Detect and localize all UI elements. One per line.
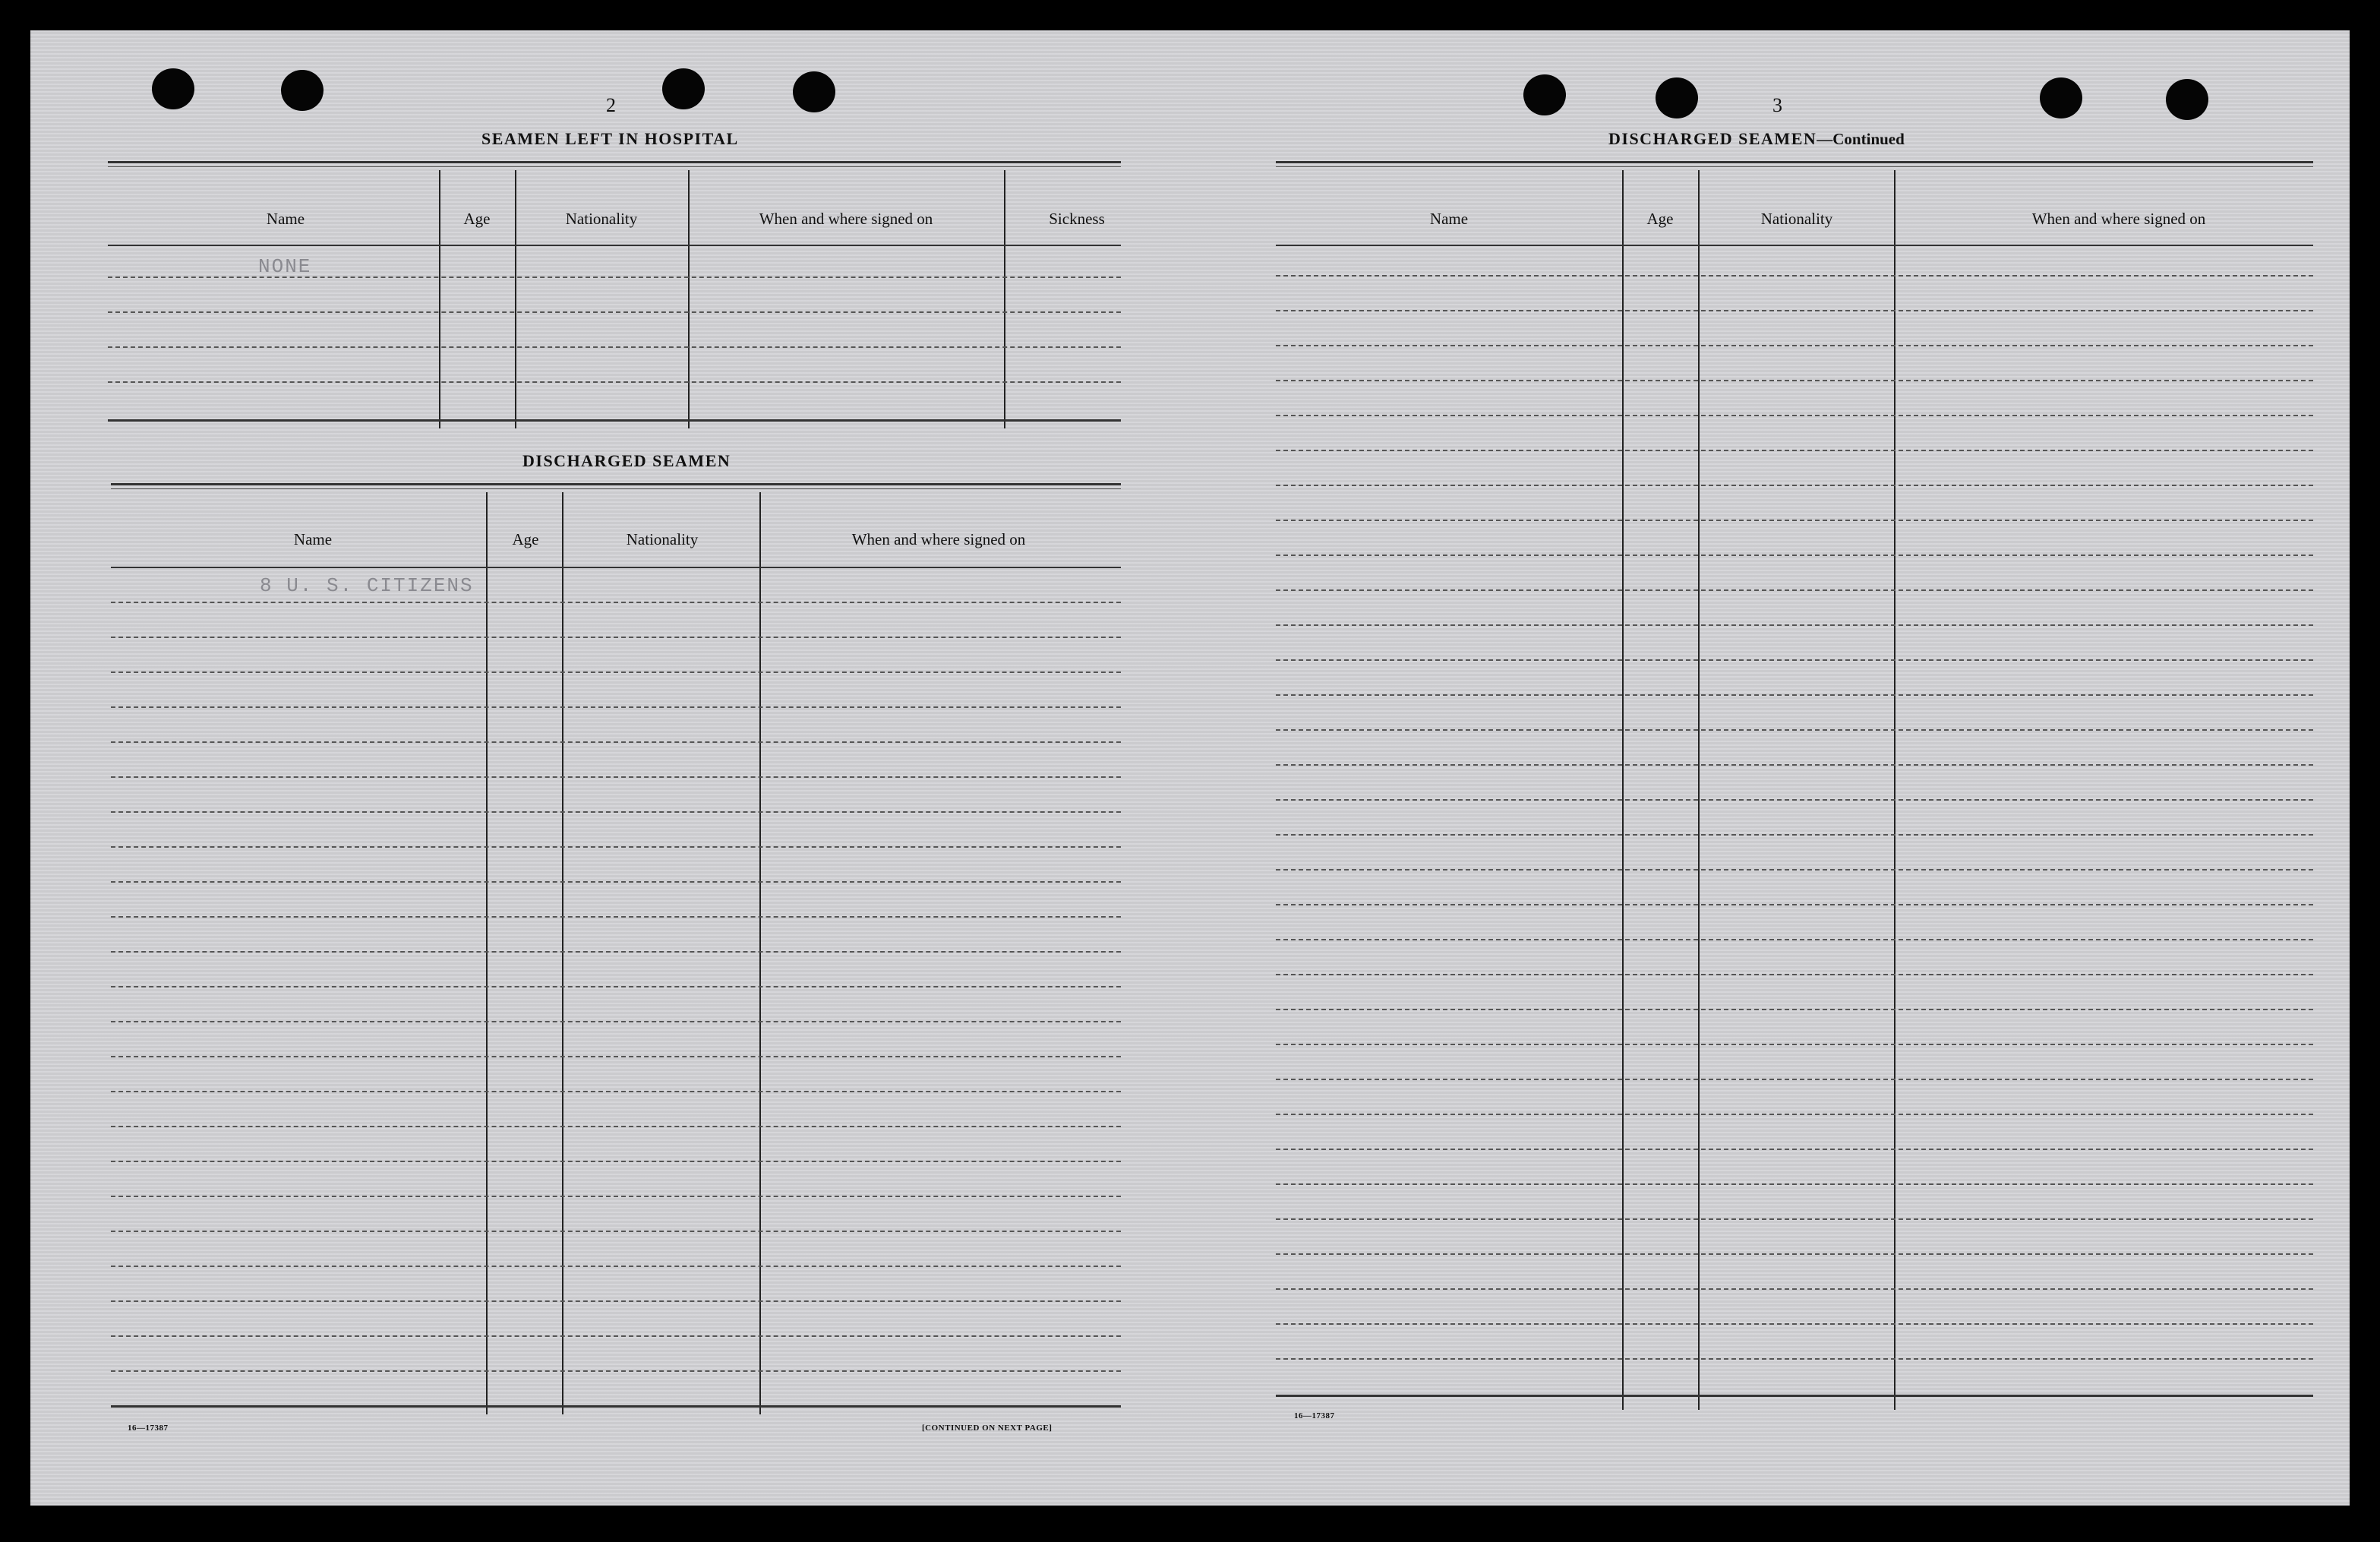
discharged-continued-title-main: DISCHARGED SEAMEN bbox=[1608, 129, 1817, 148]
discharged-col-nationality: Nationality bbox=[626, 530, 699, 548]
right-col-signed-on: When and where signed on bbox=[2031, 210, 2206, 228]
discharged-typed-entry: 8 U. S. CITIZENS bbox=[260, 574, 474, 597]
discharged-table-right bbox=[1276, 161, 2313, 1410]
discharged-section-title: DISCHARGED SEAMEN bbox=[522, 451, 731, 470]
hospital-col-age: Age bbox=[463, 210, 491, 228]
hospital-col-sickness: Sickness bbox=[1049, 210, 1105, 228]
form-number-left: 16—17387 bbox=[128, 1424, 169, 1433]
continued-note: [CONTINUED ON NEXT PAGE] bbox=[922, 1424, 1053, 1433]
discharged-col-signed-on: When and where signed on bbox=[851, 530, 1026, 548]
discharged-col-age: Age bbox=[512, 530, 539, 548]
continued-suffix: —Continued bbox=[1817, 130, 1905, 148]
hospital-col-nationality: Nationality bbox=[565, 210, 638, 228]
hospital-col-signed-on: When and where signed on bbox=[759, 210, 933, 228]
form-number-right: 16—17387 bbox=[1294, 1411, 1335, 1420]
punch-hole bbox=[1523, 74, 1566, 115]
document-sheet bbox=[30, 30, 2350, 1506]
right-col-nationality: Nationality bbox=[1760, 210, 1833, 228]
hospital-section-title: SEAMEN LEFT IN HOSPITAL bbox=[481, 129, 739, 148]
right-col-age: Age bbox=[1646, 210, 1674, 228]
page-number-right: 3 bbox=[1772, 94, 1782, 116]
hospital-col-name: Name bbox=[266, 210, 305, 228]
hospital-table bbox=[108, 161, 1121, 428]
discharged-col-name: Name bbox=[293, 530, 333, 548]
punch-hole bbox=[1656, 77, 1698, 118]
punch-hole bbox=[2040, 77, 2082, 118]
hospital-typed-entry: NONE bbox=[258, 255, 312, 278]
right-col-name: Name bbox=[1429, 210, 1469, 228]
punch-hole bbox=[152, 68, 194, 109]
punch-hole bbox=[2166, 79, 2208, 120]
discharged-table-left bbox=[111, 483, 1121, 1414]
punch-hole bbox=[281, 70, 324, 111]
discharged-continued-title bbox=[1608, 129, 1905, 149]
punch-hole bbox=[793, 71, 835, 112]
page-number-left: 2 bbox=[606, 94, 616, 116]
punch-hole bbox=[662, 68, 705, 109]
